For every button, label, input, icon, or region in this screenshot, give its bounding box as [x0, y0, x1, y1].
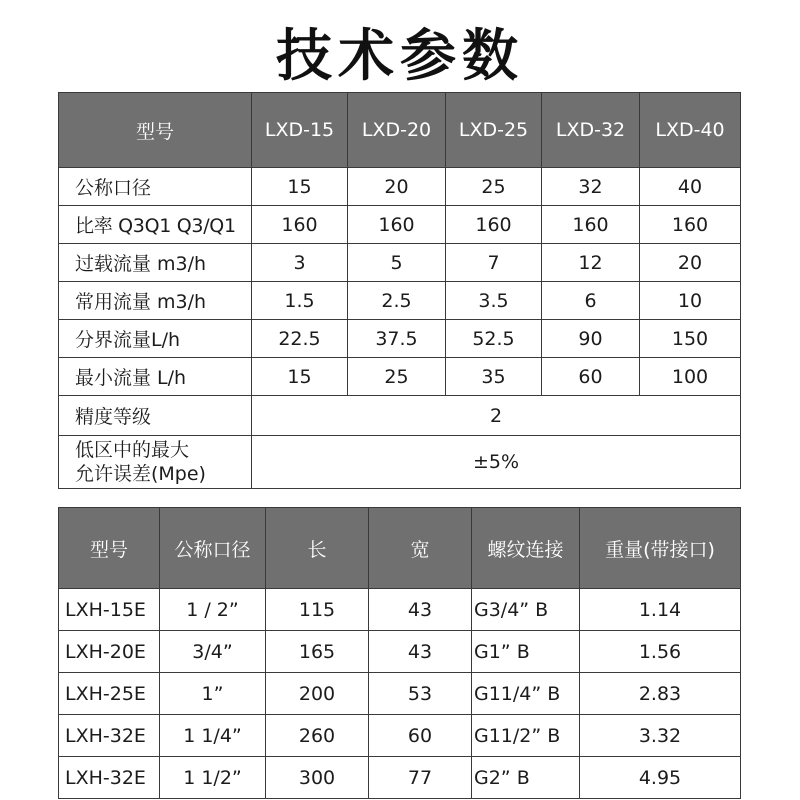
table-cell: 160	[348, 206, 446, 244]
table-row	[59, 206, 741, 244]
table-cell: 20	[640, 244, 741, 282]
table-cell: 5	[348, 244, 446, 282]
accuracy-value: 2	[252, 396, 741, 436]
table-row	[59, 757, 741, 799]
table-cell: 1.56	[580, 631, 741, 673]
table-cell: 2.5	[348, 282, 446, 320]
table-cell: 3	[252, 244, 348, 282]
header-cell: 螺纹连接	[472, 508, 580, 589]
table-row	[59, 244, 741, 282]
header-model: LXD-20	[348, 93, 446, 168]
table-cell: 1.5	[252, 282, 348, 320]
table-cell: 25	[348, 358, 446, 396]
row-label: 比率 Q3Q1 Q3/Q1	[59, 206, 252, 244]
table-row-mpe	[59, 436, 741, 489]
table-cell: 115	[266, 589, 369, 631]
table-cell: 160	[640, 206, 741, 244]
mpe-value: ±5%	[252, 436, 741, 489]
table-cell: 90	[542, 320, 640, 358]
table-cell: 43	[369, 589, 472, 631]
table-row	[59, 715, 741, 757]
table-row	[59, 358, 741, 396]
row-label: 分界流量L/h	[59, 320, 252, 358]
table-cell: LXH-15E	[59, 589, 160, 631]
table-row	[59, 320, 741, 358]
table-cell: 35	[446, 358, 542, 396]
header-cell: 公称口径	[160, 508, 266, 589]
table-cell: LXH-25E	[59, 673, 160, 715]
table-cell: 3/4”	[160, 631, 266, 673]
mpe-label-line1: 低区中的最大	[75, 439, 190, 461]
table-cell: 43	[369, 631, 472, 673]
table-cell: 40	[640, 168, 741, 206]
table-cell: 6	[542, 282, 640, 320]
table-cell: 1.14	[580, 589, 741, 631]
table-cell: 22.5	[252, 320, 348, 358]
table-cell: 25	[446, 168, 542, 206]
table-cell: 52.5	[446, 320, 542, 358]
table-cell: 165	[266, 631, 369, 673]
header-cell: 长	[266, 508, 369, 589]
table-header-row	[59, 508, 741, 589]
table-cell: 160	[542, 206, 640, 244]
header-model: LXD-32	[542, 93, 640, 168]
table-cell: 150	[640, 320, 741, 358]
table-cell: 53	[369, 673, 472, 715]
table-cell: 3.32	[580, 715, 741, 757]
table-row	[59, 282, 741, 320]
row-label	[59, 436, 252, 489]
table-cell: 32	[542, 168, 640, 206]
table-cell: 260	[266, 715, 369, 757]
table-cell: G2” B	[472, 757, 580, 799]
header-cell: 宽	[369, 508, 472, 589]
header-model: LXD-25	[446, 93, 542, 168]
table-cell: 77	[369, 757, 472, 799]
table-cell: 160	[446, 206, 542, 244]
table-cell: G11/4” B	[472, 673, 580, 715]
table-row	[59, 168, 741, 206]
table-cell: 1 1/2”	[160, 757, 266, 799]
table-cell: 12	[542, 244, 640, 282]
table-cell: 60	[542, 358, 640, 396]
row-label: 常用流量 m3/h	[59, 282, 252, 320]
spec-table-lxh	[58, 507, 741, 799]
header-model: LXD-40	[640, 93, 741, 168]
table-cell: 1 / 2”	[160, 589, 266, 631]
row-label: 最小流量 L/h	[59, 358, 252, 396]
mpe-label-line2: 允许误差(Mpe)	[75, 463, 206, 485]
table-cell: 160	[252, 206, 348, 244]
header-model: LXD-15	[252, 93, 348, 168]
row-label: 公称口径	[59, 168, 252, 206]
table-cell: 15	[252, 358, 348, 396]
header-model-label: 型号	[59, 93, 252, 168]
table-cell: 10	[640, 282, 741, 320]
table-row	[59, 673, 741, 715]
table-cell: 7	[446, 244, 542, 282]
table-cell: 37.5	[348, 320, 446, 358]
table-cell: 3.5	[446, 282, 542, 320]
table-cell: 4.95	[580, 757, 741, 799]
header-cell: 重量(带接口)	[580, 508, 741, 589]
table-cell: LXH-20E	[59, 631, 160, 673]
table-header-row	[59, 93, 741, 168]
table-cell: G1” B	[472, 631, 580, 673]
table-cell: 200	[266, 673, 369, 715]
table-row	[59, 631, 741, 673]
table-row-accuracy	[59, 396, 741, 436]
table-cell: 2.83	[580, 673, 741, 715]
page-title: 技术参数	[276, 24, 524, 89]
table-cell: 1”	[160, 673, 266, 715]
table-cell: G3/4” B	[472, 589, 580, 631]
table-cell: 20	[348, 168, 446, 206]
table-cell: LXH-32E	[59, 757, 160, 799]
table-row	[59, 589, 741, 631]
table-cell: 1 1/4”	[160, 715, 266, 757]
row-label: 过载流量 m3/h	[59, 244, 252, 282]
table-cell: LXH-32E	[59, 715, 160, 757]
table-cell: 60	[369, 715, 472, 757]
header-cell: 型号	[59, 508, 160, 589]
table-cell: G11/2” B	[472, 715, 580, 757]
spec-table-lxd	[58, 92, 741, 489]
row-label: 精度等级	[59, 396, 252, 436]
table-cell: 15	[252, 168, 348, 206]
table-cell: 100	[640, 358, 741, 396]
table-cell: 300	[266, 757, 369, 799]
